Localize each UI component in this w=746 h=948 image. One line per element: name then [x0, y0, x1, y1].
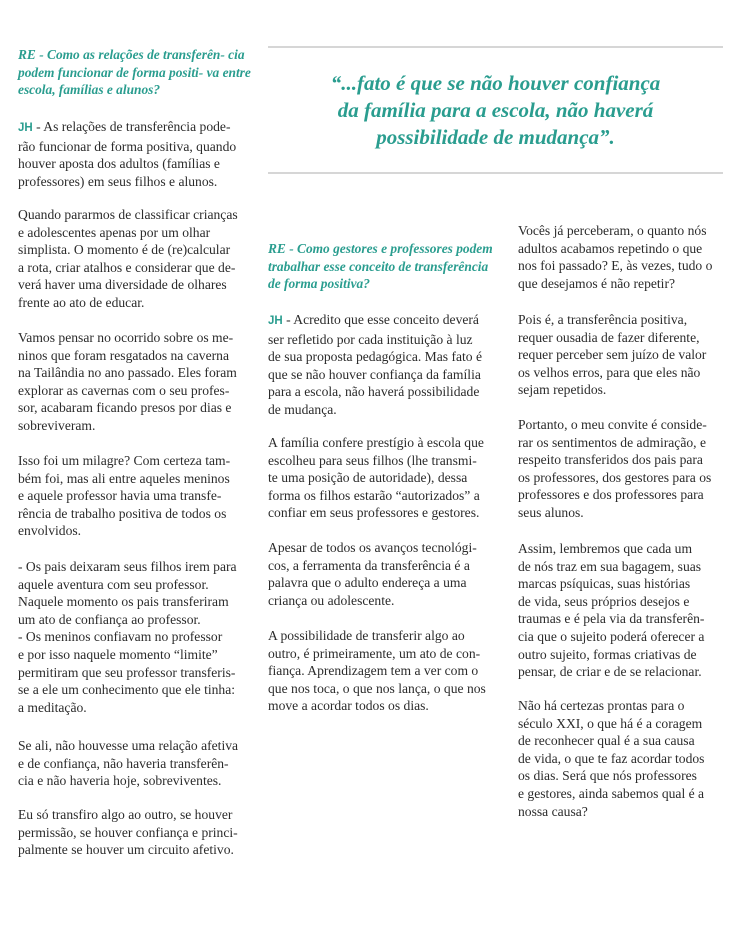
paragraph: Apesar de todos os avanços tecnológi- cos, a ferramenta da transferência é a palavra que o adulto endereça a uma criança ou adolescente.	[268, 540, 477, 608]
paragraph: Eu só transfiro algo ao outro, se houver permissão, se houver confiança e princi- palmente se houver um circuito afetivo.	[18, 807, 238, 858]
paragraph: A possibilidade de transferir algo ao outro, é primeiramente, um ato de con- fiança. Aprendizagem tem a ver com o que nos toca, o que nos lança, o que nos move a acordar todos os dias.	[268, 628, 486, 714]
top-rule	[268, 46, 723, 48]
answer-lead	[268, 311, 500, 419]
paragraph: Vamos pensar no ocorrido sobre os me- ninos que foram resgatados na caverna na Tailândia no ano passado. Eles foram explorar as cavernas com o seu profes- sor, acabaram ficando presos por dias e sobreviveram.	[18, 330, 237, 433]
interview-question: RE - Como gestores e professores podem trabalhar esse conceito de transferência de forma positiva?	[268, 241, 493, 291]
answer-lead	[18, 118, 258, 190]
paragraph: - Os pais deixaram seus filhos irem para aquele aventura com seu professor. Naquele momento os pais transferiram um ato de confiança ao professor. - Os meninos confiavam no professor e por isso naquele momento “limite” permitiram que seu professor transferis- se a ele um conhecimento que ele tinha: a meditação.	[18, 559, 237, 715]
interview-question: RE - Como as relações de transferên- cia podem funcionar de forma positi- va entre escola, famílias e alunos?	[18, 47, 251, 97]
answer-tag: JH	[18, 122, 33, 134]
paragraph: Portanto, o meu convite é conside- rar os sentimentos de admiração, e respeito transferidos dos pais para os professores, dos gestores para os professores e dos professores para seus alunos.	[518, 417, 712, 520]
pull-quote: “...fato é que se não houver confiança da família para a escola, não haverá possibilidade de mudança”.	[330, 71, 661, 149]
paragraph: Não há certezas prontas para o século XXI, o que há é a coragem de reconhecer qual é a sua causa de vida, o que te faz acordar todos os dias. Será que nós professores e gestores, ainda sabemos qual é a nossa causa?	[518, 698, 705, 819]
paragraph: A família confere prestígio à escola que escolheu para seus filhos (lhe transmi- te uma posição de autoridade), dessa forma os filhos estarão “autorizados” a confiar em seus professores e gestores.	[268, 435, 484, 521]
answer-tag: JH	[268, 315, 283, 327]
bottom-rule	[268, 172, 723, 174]
answer-lead-text: - Acredito que esse conceito deverá ser refletido por cada instituição à luz de sua proposta pedagógica. Mas fato é que se não houver confiança da família para a escola, não haverá possibilidade de mudança.	[268, 312, 483, 417]
paragraph: Isso foi um milagre? Com certeza tam- bém foi, mas ali entre aqueles meninos e aquele professor havia uma transfe- rência de trabalho positiva de todos os envolvidos.	[18, 453, 231, 539]
answer-lead-text: - As relações de transferência pode- rão funcionar de forma positiva, quando houver aposta dos adultos (famílias e professores) em seus filhos e alunos.	[18, 119, 237, 189]
paragraph: Vocês já perceberam, o quanto nós adultos acabamos repetindo o que nos foi passado? E, às vezes, tudo o que desejamos é não repetir?	[518, 223, 713, 291]
paragraph: Pois é, a transferência positiva, requer ousadia de fazer diferente, requer perceber sem juízo de valor os velhos erros, para que eles não sejam repetidos.	[518, 312, 707, 398]
paragraph: Quando pararmos de classificar crianças e adolescentes apenas por um olhar simplista. O momento é de (re)calcular a rota, criar atalhos e considerar que de- verá haver uma diversidade de olhares frente ao ato de educar.	[18, 207, 238, 310]
paragraph: Assim, lembremos que cada um de nós traz em sua bagagem, suas marcas psíquicas, suas histórias de vida, seus próprios desejos e traumas e é pela via da transferên- cia que o sujeito poderá oferecer a outro sujeito, formas criativas de pensar, de criar e de se relacionar.	[518, 541, 705, 680]
paragraph: Se ali, não houvesse uma relação afetiva e de confiança, não haveria transferên- cia e não haveria hoje, sobreviventes.	[18, 738, 239, 789]
